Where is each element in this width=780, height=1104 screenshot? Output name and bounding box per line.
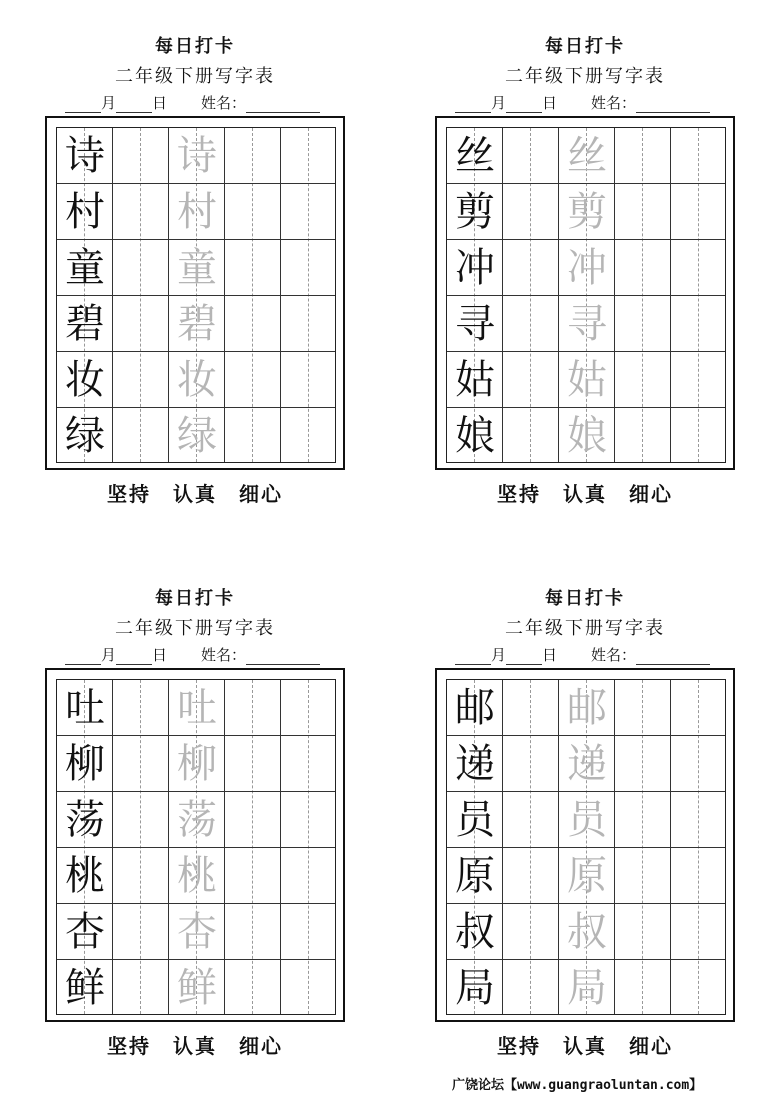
blank-writing-cell[interactable]	[503, 792, 559, 848]
model-character: 童	[65, 245, 105, 291]
blank-writing-cell[interactable]	[671, 680, 727, 736]
blank-writing-cell[interactable]	[113, 184, 169, 240]
trace-character: 荡	[177, 797, 217, 843]
writing-grid	[56, 127, 336, 463]
blank-writing-cell[interactable]	[671, 904, 727, 960]
trace-character: 冲	[567, 245, 607, 291]
day-label: 日	[152, 94, 168, 112]
blank-writing-cell[interactable]	[113, 736, 169, 792]
name-label: 姓名：	[201, 94, 247, 112]
trace-character: 娘	[567, 413, 607, 459]
blank-writing-cell[interactable]	[113, 792, 169, 848]
blank-writing-cell[interactable]	[281, 296, 337, 352]
model-character: 荡	[65, 797, 105, 843]
blank-writing-cell[interactable]	[615, 904, 671, 960]
blank-writing-cell[interactable]	[113, 848, 169, 904]
motto: 坚持 认真 细心	[107, 1034, 283, 1058]
motto: 坚持 认真 细心	[497, 482, 673, 506]
card-title: 每日打卡	[155, 36, 235, 57]
card-subtitle: 二年级下册写字表	[115, 66, 275, 87]
blank-writing-cell[interactable]	[225, 792, 281, 848]
grid-row	[57, 352, 335, 408]
trace-character: 妆	[177, 357, 217, 403]
site-footer: 广饶论坛【www.guangraoluntan.com】	[452, 1078, 703, 1093]
name-blank[interactable]	[246, 96, 320, 113]
blank-writing-cell[interactable]	[671, 184, 727, 240]
grid-row	[447, 408, 725, 464]
date-name-line	[455, 644, 745, 666]
grid-row	[447, 128, 725, 184]
month-label: 月	[101, 646, 117, 664]
day-label: 日	[542, 646, 558, 664]
blank-writing-cell[interactable]	[225, 736, 281, 792]
grid-frame	[45, 116, 345, 470]
grid-row	[57, 184, 335, 240]
blank-writing-cell[interactable]	[225, 128, 281, 184]
day-blank[interactable]	[116, 96, 152, 113]
blank-writing-cell[interactable]	[225, 848, 281, 904]
trace-character: 吐	[177, 685, 217, 731]
grid-row	[57, 128, 335, 184]
blank-writing-cell[interactable]	[113, 240, 169, 296]
blank-writing-cell[interactable]	[615, 128, 671, 184]
model-character: 姑	[455, 357, 495, 403]
grid-row	[447, 352, 725, 408]
trace-character: 柳	[177, 741, 217, 787]
blank-writing-cell[interactable]	[281, 408, 337, 464]
model-character: 冲	[455, 245, 495, 291]
grid-frame	[435, 116, 735, 470]
card-subtitle: 二年级下册写字表	[505, 66, 665, 87]
blank-writing-cell[interactable]	[615, 848, 671, 904]
name-blank[interactable]	[246, 648, 320, 665]
month-blank[interactable]	[455, 96, 491, 113]
trace-character: 绿	[177, 413, 217, 459]
card-subtitle: 二年级下册写字表	[505, 618, 665, 639]
motto: 坚持 认真 细心	[497, 1034, 673, 1058]
blank-writing-cell[interactable]	[615, 680, 671, 736]
motto: 坚持 认真 细心	[107, 482, 283, 506]
grid-row	[57, 960, 335, 1016]
month-label: 月	[491, 94, 507, 112]
model-character: 桃	[65, 853, 105, 899]
trace-character: 剪	[567, 189, 607, 235]
name-label: 姓名：	[591, 94, 637, 112]
card-subtitle: 二年级下册写字表	[115, 618, 275, 639]
blank-writing-cell[interactable]	[225, 904, 281, 960]
blank-writing-cell[interactable]	[503, 240, 559, 296]
blank-writing-cell[interactable]	[615, 352, 671, 408]
blank-writing-cell[interactable]	[671, 848, 727, 904]
grid-row	[57, 240, 335, 296]
writing-grid	[446, 127, 726, 463]
model-character: 丝	[455, 133, 495, 179]
blank-writing-cell[interactable]	[281, 184, 337, 240]
blank-writing-cell[interactable]	[225, 408, 281, 464]
trace-character: 递	[567, 741, 607, 787]
model-character: 叔	[455, 909, 495, 955]
blank-writing-cell[interactable]	[671, 792, 727, 848]
model-character: 吐	[65, 685, 105, 731]
date-name-line	[455, 92, 745, 114]
blank-writing-cell[interactable]	[113, 352, 169, 408]
trace-character: 杏	[177, 909, 217, 955]
grid-frame	[435, 668, 735, 1022]
blank-writing-cell[interactable]	[281, 848, 337, 904]
blank-writing-cell[interactable]	[113, 128, 169, 184]
blank-writing-cell[interactable]	[281, 960, 337, 1016]
trace-character: 局	[567, 965, 607, 1011]
blank-writing-cell[interactable]	[503, 680, 559, 736]
grid-row	[57, 296, 335, 352]
grid-frame	[45, 668, 345, 1022]
blank-writing-cell[interactable]	[503, 736, 559, 792]
grid-row	[447, 680, 725, 736]
model-character: 剪	[455, 189, 495, 235]
blank-writing-cell[interactable]	[671, 128, 727, 184]
blank-writing-cell[interactable]	[671, 408, 727, 464]
blank-writing-cell[interactable]	[503, 960, 559, 1016]
model-character: 碧	[65, 301, 105, 347]
blank-writing-cell[interactable]	[671, 960, 727, 1016]
blank-writing-cell[interactable]	[225, 240, 281, 296]
month-blank[interactable]	[65, 648, 101, 665]
model-character: 局	[455, 965, 495, 1011]
blank-writing-cell[interactable]	[225, 352, 281, 408]
trace-character: 姑	[567, 357, 607, 403]
card-title: 每日打卡	[545, 36, 625, 57]
month-label: 月	[491, 646, 507, 664]
blank-writing-cell[interactable]	[225, 184, 281, 240]
day-blank[interactable]	[506, 648, 542, 665]
trace-character: 诗	[177, 133, 217, 179]
blank-writing-cell[interactable]	[615, 240, 671, 296]
model-character: 寻	[455, 301, 495, 347]
blank-writing-cell[interactable]	[113, 904, 169, 960]
blank-writing-cell[interactable]	[615, 960, 671, 1016]
card-title: 每日打卡	[155, 588, 235, 609]
grid-row	[57, 680, 335, 736]
day-blank[interactable]	[116, 648, 152, 665]
grid-row	[57, 848, 335, 904]
trace-character: 童	[177, 245, 217, 291]
trace-character: 桃	[177, 853, 217, 899]
blank-writing-cell[interactable]	[615, 184, 671, 240]
grid-row	[447, 904, 725, 960]
blank-writing-cell[interactable]	[113, 680, 169, 736]
trace-character: 邮	[567, 685, 607, 731]
trace-character: 员	[567, 797, 607, 843]
name-blank[interactable]	[636, 96, 710, 113]
blank-writing-cell[interactable]	[671, 240, 727, 296]
model-character: 鲜	[65, 965, 105, 1011]
day-blank[interactable]	[506, 96, 542, 113]
writing-grid	[446, 679, 726, 1015]
grid-row	[447, 184, 725, 240]
blank-writing-cell[interactable]	[503, 408, 559, 464]
card-title: 每日打卡	[545, 588, 625, 609]
grid-row	[447, 792, 725, 848]
blank-writing-cell[interactable]	[503, 352, 559, 408]
name-label: 姓名：	[201, 646, 247, 664]
name-blank[interactable]	[636, 648, 710, 665]
month-label: 月	[101, 94, 117, 112]
date-name-line	[65, 92, 355, 114]
blank-writing-cell[interactable]	[671, 352, 727, 408]
grid-row	[447, 736, 725, 792]
model-character: 妆	[65, 357, 105, 403]
model-character: 诗	[65, 133, 105, 179]
grid-row	[57, 904, 335, 960]
blank-writing-cell[interactable]	[503, 848, 559, 904]
blank-writing-cell[interactable]	[281, 240, 337, 296]
blank-writing-cell[interactable]	[615, 792, 671, 848]
blank-writing-cell[interactable]	[281, 128, 337, 184]
trace-character: 鲜	[177, 965, 217, 1011]
blank-writing-cell[interactable]	[113, 960, 169, 1016]
trace-character: 叔	[567, 909, 607, 955]
blank-writing-cell[interactable]	[225, 296, 281, 352]
trace-character: 碧	[177, 301, 217, 347]
blank-writing-cell[interactable]	[503, 128, 559, 184]
grid-row	[57, 792, 335, 848]
model-character: 柳	[65, 741, 105, 787]
grid-row	[447, 240, 725, 296]
blank-writing-cell[interactable]	[281, 904, 337, 960]
blank-writing-cell[interactable]	[113, 296, 169, 352]
blank-writing-cell[interactable]	[281, 352, 337, 408]
blank-writing-cell[interactable]	[615, 408, 671, 464]
writing-grid	[56, 679, 336, 1015]
blank-writing-cell[interactable]	[615, 296, 671, 352]
blank-writing-cell[interactable]	[225, 680, 281, 736]
grid-row	[447, 960, 725, 1016]
grid-row	[447, 296, 725, 352]
blank-writing-cell[interactable]	[281, 736, 337, 792]
grid-row	[57, 408, 335, 464]
model-character: 杏	[65, 909, 105, 955]
blank-writing-cell[interactable]	[615, 736, 671, 792]
trace-character: 原	[567, 853, 607, 899]
day-label: 日	[152, 646, 168, 664]
trace-character: 村	[177, 189, 217, 235]
blank-writing-cell[interactable]	[281, 680, 337, 736]
blank-writing-cell[interactable]	[503, 296, 559, 352]
grid-row	[57, 736, 335, 792]
model-character: 员	[455, 797, 495, 843]
trace-character: 丝	[567, 133, 607, 179]
model-character: 娘	[455, 413, 495, 459]
blank-writing-cell[interactable]	[671, 736, 727, 792]
model-character: 邮	[455, 685, 495, 731]
blank-writing-cell[interactable]	[503, 184, 559, 240]
date-name-line	[65, 644, 355, 666]
day-label: 日	[542, 94, 558, 112]
blank-writing-cell[interactable]	[113, 408, 169, 464]
blank-writing-cell[interactable]	[503, 904, 559, 960]
blank-writing-cell[interactable]	[281, 792, 337, 848]
model-character: 村	[65, 189, 105, 235]
blank-writing-cell[interactable]	[225, 960, 281, 1016]
month-blank[interactable]	[455, 648, 491, 665]
grid-row	[447, 848, 725, 904]
month-blank[interactable]	[65, 96, 101, 113]
name-label: 姓名：	[591, 646, 637, 664]
trace-character: 寻	[567, 301, 607, 347]
model-character: 绿	[65, 413, 105, 459]
model-character: 原	[455, 853, 495, 899]
blank-writing-cell[interactable]	[671, 296, 727, 352]
model-character: 递	[455, 741, 495, 787]
